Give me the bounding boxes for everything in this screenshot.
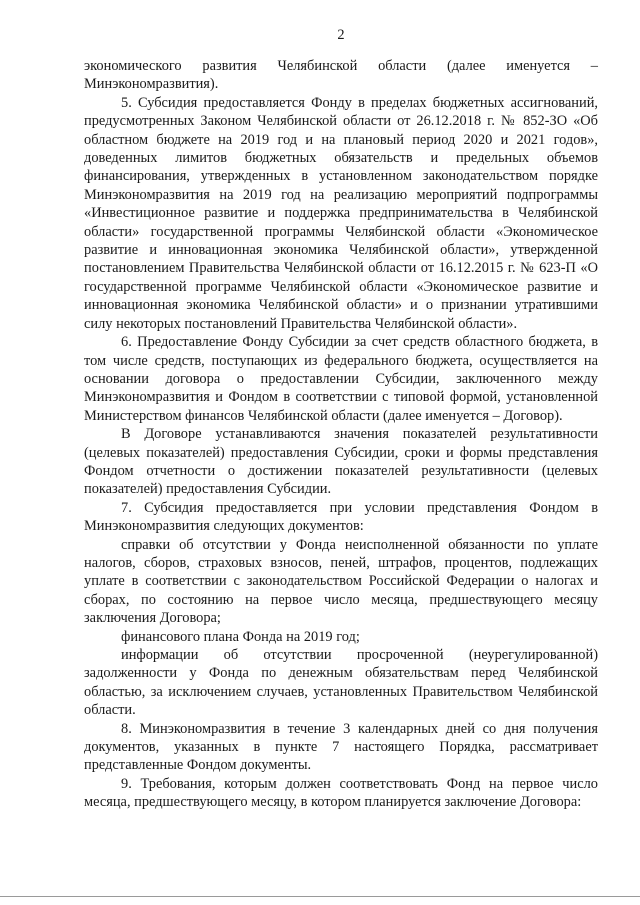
paragraph-item-7-financial-plan: финансового плана Фонда на 2019 год;: [121, 628, 360, 645]
paragraph-item-7-tax-certificate: справки об отсутствии у Фонда неисполненной обязанности по уплате налогов, сборов, страховых взносов, пеней, штрафов, процентов, подлежащих уплате в соответствии с законодательством Российской Федерации о налогах и сборах, по состоянию на первое число месяца, предшествующего месяцу заключения Договора;: [84, 536, 598, 627]
paragraph-item-6: 6. Предоставление Фонду Субсидии за счет средств областного бюджета, в том числе средств, поступающих из федерального бюджета, осуществляется на основании договора о предоставлении Субсидии, заключенного между Минэкономразвития и Фондом в соответствии с типовой формой, установленной Министерством финансов Челябинской области (далее именуется – Договор).: [84, 334, 598, 424]
paragraph-continuation: экономического развития Челябинской области (далее именуется – Минэкономразвития).: [84, 58, 598, 93]
paragraph-item-6-contract-indicators: В Договоре устанавливаются значения показателей результативности (целевых показателей) предоставления Субсидии, сроки и формы представления Фондом отчетности о достижении показателей результативности (целевых показателей) предоставления Субсидии.: [84, 426, 598, 498]
page-bottom-edge: [0, 896, 640, 897]
paragraph-item-7: 7. Субсидия предоставляется при условии представления Фондом в Минэкономразвития следующих документов:: [84, 499, 598, 535]
paragraph-item-8: 8. Минэкономразвития в течение 3 календарных дней со дня получения документов, указанных в пункте 7 настоящего Порядка, рассматривает представленные Фондом документы.: [84, 720, 598, 774]
paragraph-item-7-debt-info: информации об отсутствии просроченной (неурегулированной) задолженности у Фонда по денежным обязательствам перед Челябинской областью, за исключением случаев, установленных Правительством Челябинской области.: [84, 647, 598, 719]
paragraph-item-9: 9. Требования, которым должен соответствовать Фонд на первое число месяца, предшествующего месяцу, в котором планируется заключение Договора:: [84, 775, 598, 811]
paragraph-item-5: 5. Субсидия предоставляется Фонду в пределах бюджетных ассигнований, предусмотренных Законом Челябинской области от 26.12.2018 г. № 852-ЗО «Об областном бюджете на 2019 год и на плановый период 2020 и 2021 годов», доведенных лимитов бюджетных обязательств и предельных объемов финансирования, утвержденных в установленном законодательством порядке Минэкономразвития на 2019 год на реализацию мероприятий подпрограммы «Инвестиционное развитие и поддержка предпринимательства в Челябинской области» государственной программы Челябинской области «Экономическое развитие и инновационная экономика Челябинской области», утвержденной постановлением Правительства Челябинской области от 16.12.2015 г. № 623-П «О государственной программе Челябинской области «Экономическое развитие и инновационная экономика Челябинской области» и о признании утратившими силу некоторых постановлений Правительства Челябинской области».: [84, 94, 598, 332]
page-number: 2: [337, 27, 345, 43]
